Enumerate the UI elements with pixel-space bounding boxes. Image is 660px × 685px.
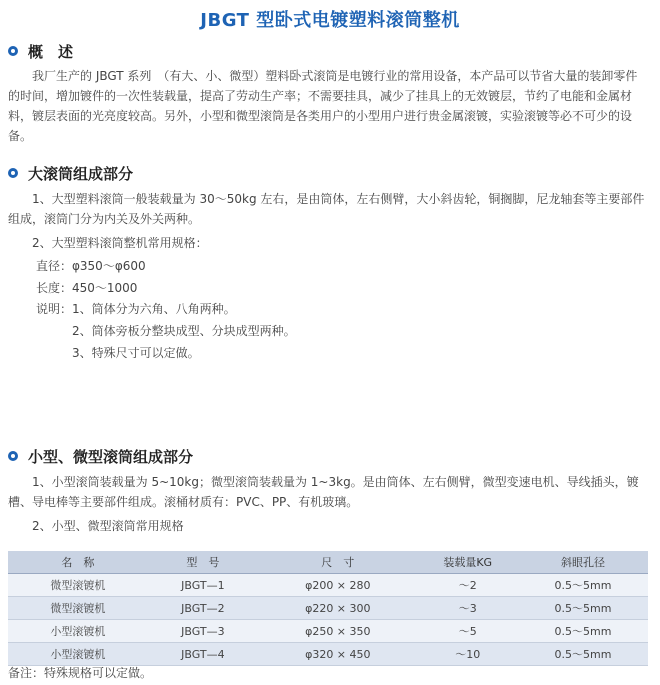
circle-bullet-icon	[8, 168, 18, 178]
table-cell: φ320 × 450	[258, 643, 417, 666]
table-header-row	[8, 551, 648, 574]
table-cell: ～5	[418, 620, 518, 643]
table-cell: JBGT—4	[148, 643, 258, 666]
large-paragraph-1: 1、大型塑料滚筒一般装载量为 30～50kg 左右，是由筒体，左右侧臂，大小斜齿轮，铜搁脚，尼龙轴套等主要部件组成，滚筒门分为内关及外关两种。	[8, 192, 645, 226]
table-cell: 微型滚镀机	[8, 574, 148, 597]
table-row	[8, 620, 648, 643]
section-title: 大滚筒组成部分	[28, 164, 134, 183]
circle-bullet-icon	[8, 451, 18, 461]
column-header: 斜眼孔径	[518, 551, 648, 574]
column-header: 名 称	[8, 551, 148, 574]
circle-bullet-icon	[8, 46, 18, 56]
page-title: JBGT 型卧式电镀塑料滚筒整机	[200, 10, 460, 31]
large-note-2: 2、筒体旁板分整块成型、分块成型两种。	[72, 324, 296, 338]
section-title: 小型、微型滚筒组成部分	[28, 447, 194, 466]
small-paragraph-2: 2、小型、微型滚筒常用规格	[32, 519, 184, 533]
table-cell: 0.5～5mm	[518, 643, 648, 666]
large-paragraph-2: 2、大型塑料滚筒整机常用规格：	[32, 236, 208, 250]
small-paragraph-1: 1、小型滚筒装载量为 5~10kg；微型滚筒装载量为 1~3kg。是由筒体、左右侧臂，微型变速电机、导线插头，镀槽、导电棒等主要部件组成。滚桶材质有：PVC、PP、有机玻璃。	[8, 475, 639, 509]
column-header: 型 号	[148, 551, 258, 574]
table-cell: 0.5～5mm	[518, 597, 648, 620]
spec-table	[8, 551, 648, 666]
table-cell: 小型滚镀机	[8, 643, 148, 666]
table-cell: φ220 × 300	[258, 597, 417, 620]
column-header: 装载量KG	[418, 551, 518, 574]
table-row	[8, 574, 648, 597]
overview-paragraph: 我厂生产的 JBGT 系列 （有大、小、微型）塑料卧式滚筒是电镀行业的常用设备，本产品可以节省大量的装卸零件的时间，增加镀件的一次性装载量，提高了劳动生产率；不需要挂具，减少了挂具上的无效镀层，节约了电能和金属材料，镀层表面的光亮度较高。另外，小型和微型滚筒是各类用户的小型用户进行贵金属滚镀，实验滚镀等必不可少的设备。	[8, 69, 638, 143]
table-cell: JBGT—2	[148, 597, 258, 620]
table-cell: JBGT—1	[148, 574, 258, 597]
table-row	[8, 643, 648, 666]
large-note-3: 3、特殊尺寸可以定做。	[72, 346, 200, 360]
table-cell: φ250 × 350	[258, 620, 417, 643]
large-note-1: 说明：1、筒体分为六角、八角两种。	[36, 302, 236, 316]
table-row	[8, 597, 648, 620]
section-title: 概 述	[28, 42, 74, 61]
large-diameter: 直径：φ350～φ600	[36, 259, 146, 273]
table-cell: ～3	[418, 597, 518, 620]
section-overview-heading	[8, 40, 73, 62]
table-cell: 0.5～5mm	[518, 574, 648, 597]
table-cell: φ200 × 280	[258, 574, 417, 597]
table-cell: JBGT—3	[148, 620, 258, 643]
section-large-heading	[8, 162, 133, 184]
footnote: 备注：特殊规格可以定做。	[8, 666, 153, 680]
table-cell: ～10	[418, 643, 518, 666]
table-cell: 微型滚镀机	[8, 597, 148, 620]
column-header: 尺 寸	[258, 551, 417, 574]
table-cell: 小型滚镀机	[8, 620, 148, 643]
large-length: 长度：450～1000	[36, 281, 138, 295]
table-cell: 0.5～5mm	[518, 620, 648, 643]
section-small-heading	[8, 445, 193, 467]
table-cell: ～2	[418, 574, 518, 597]
